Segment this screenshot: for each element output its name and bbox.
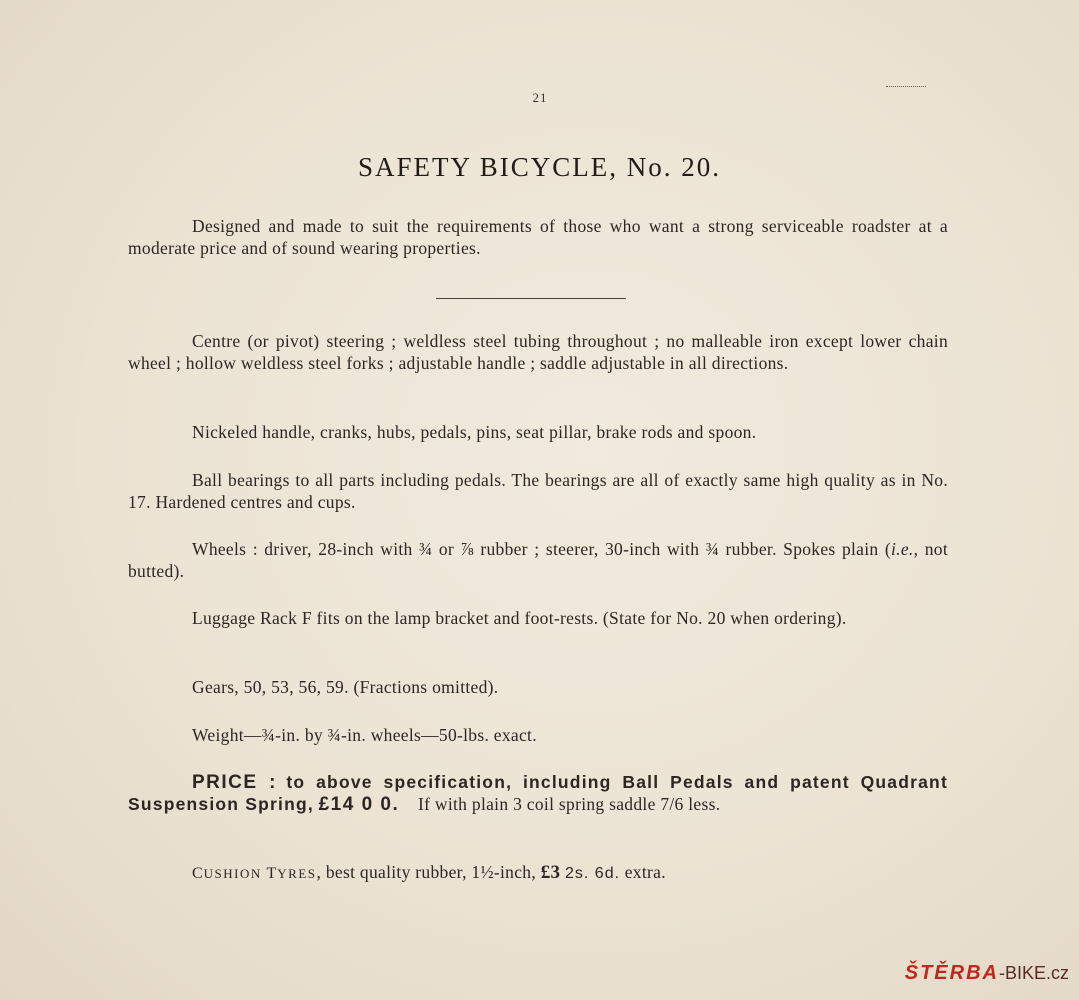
intro-text: Designed and made to suit the requirements of those who want a strong serviceable roadster at a moderate price and of sound wearing properties. <box>128 216 948 258</box>
cushion-end: extra. <box>624 862 666 882</box>
steering-text: Centre (or pivot) steering ; weldless steel tubing throughout ; no malleable iron except lower chain wheel ; hollow weldless steel forks ; adjustable handle ; saddle adjustable in all directions. <box>128 331 948 373</box>
weight-text: Weight—¾-in. by ¾-in. wheels—50-lbs. exact. <box>192 725 537 745</box>
watermark-domain: -BIKE.cz <box>998 963 1069 983</box>
bearings-paragraph <box>128 470 948 513</box>
nickeled-paragraph <box>128 422 948 444</box>
gears-text: Gears, 50, 53, 56, 59. (Fractions omitted). <box>192 677 499 697</box>
price-label: PRICE : <box>192 772 277 793</box>
cushion-initial: C <box>192 865 204 882</box>
page-title: SAFETY BICYCLE, No. 20. <box>357 152 721 182</box>
wheels-paragraph <box>128 539 948 582</box>
price-amount: £14 0 0. <box>318 793 400 815</box>
gears-paragraph <box>128 677 948 699</box>
cushion-pound: £3 <box>540 862 561 883</box>
bearings-text: Ball bearings to all parts including pedals. The bearings are all of exactly same high quality as in No. 17. Hardened centres and cups. <box>128 470 948 512</box>
tyres-small: YRES <box>277 866 317 881</box>
corner-mark <box>886 86 926 89</box>
cushion-small: USHION <box>203 866 262 881</box>
watermark-brand: ŠTĚRBA <box>904 962 999 984</box>
watermark-logo <box>905 962 1069 985</box>
price-paragraph <box>128 772 948 815</box>
cushion-text: , best quality rubber, 1½-inch, <box>316 862 537 882</box>
wheels-text-b: , not butted). <box>128 539 948 581</box>
intro-paragraph <box>128 216 948 259</box>
cushion-extra-amount: 2s. 6d. <box>565 865 621 882</box>
tyres-initial: T <box>266 865 278 882</box>
wheels-text-a: Wheels : driver, 28-inch with ¾ or ⅞ rubber ; steerer, 30-inch with ¾ rubber. Spokes plain ( <box>192 539 892 559</box>
page-number: 21 <box>532 90 548 105</box>
price-alt: If with plain 3 coil spring saddle 7/6 less. <box>417 793 721 814</box>
cushion-paragraph <box>128 862 948 885</box>
wheels-text-ie: i.e. <box>891 539 914 559</box>
luggage-paragraph <box>128 608 948 630</box>
price-spec: to above specification, including Ball Pedals and patent Quadrant Suspension Spring, <box>128 772 948 814</box>
section-divider <box>436 298 626 299</box>
luggage-text: Luggage Rack F fits on the lamp bracket and foot-rests. (State for No. 20 when ordering). <box>192 608 847 628</box>
steering-paragraph <box>128 331 948 374</box>
weight-paragraph <box>128 725 948 747</box>
nickeled-text: Nickeled handle, cranks, hubs, pedals, pins, seat pillar, brake rods and spoon. <box>192 422 757 442</box>
